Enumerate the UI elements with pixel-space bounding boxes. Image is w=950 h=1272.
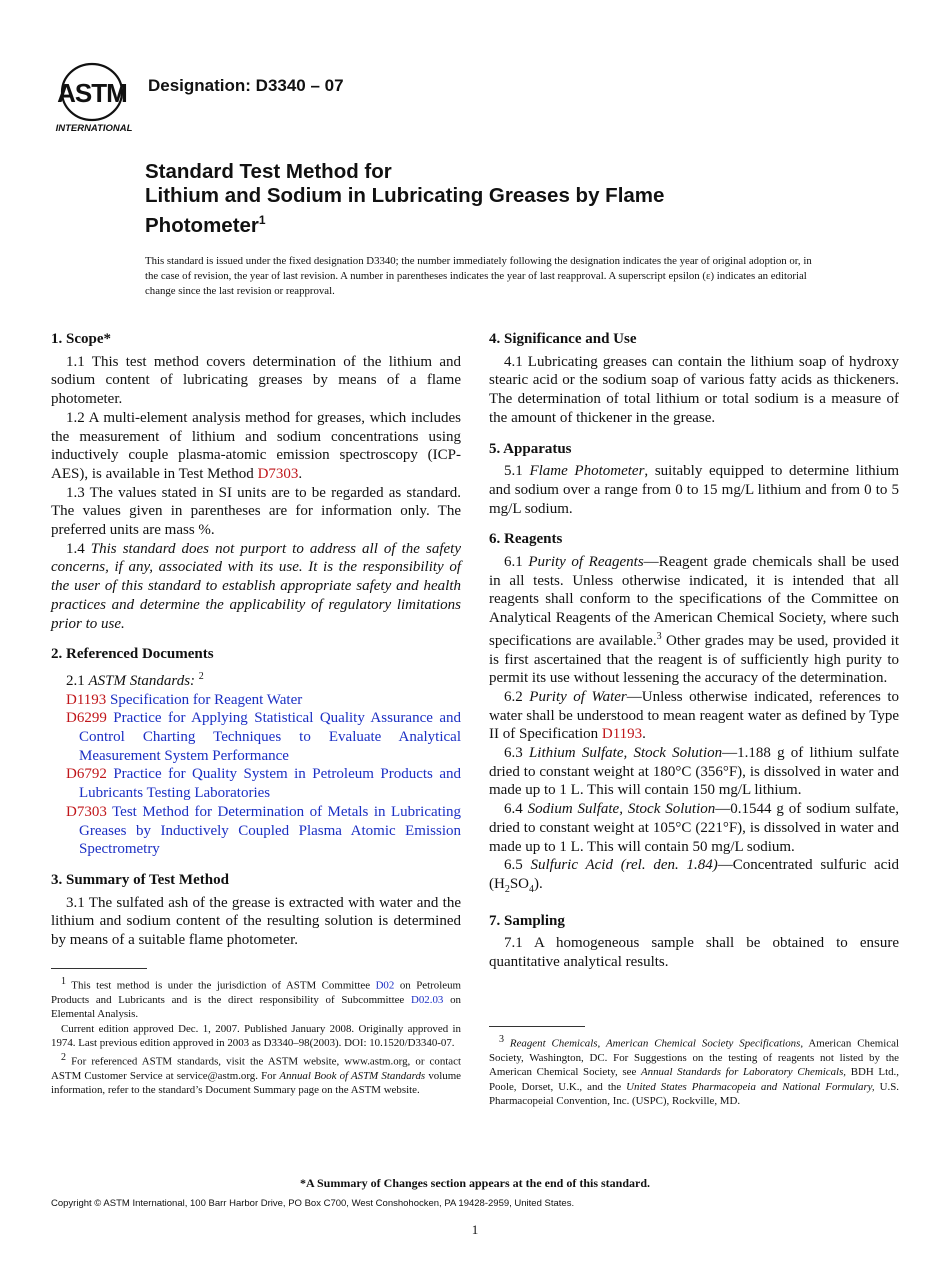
reference-item[interactable]: D7303 Test Method for Determination of Metals in Lubricating Greases by Inductively Coupled Plasma Atomic Emission Spectrometry — [66, 803, 461, 858]
footnote-3: $^3$ Reagent Chemicals, American Chemical Society Specifications, American Chemical Society, Washington, DC. For Suggestions on the testing of reagents not listed by the American Chemical Society, see Annual Standards for Laboratory Chemicals, BDH Ltd., Poole, Dorset, U.K., and the United States Pharmacopeia and National Formulary, U.S. Pharmacopeial Convention, Inc. (USPC), Rockville, MD. — [489, 1034, 899, 1108]
title-line-3: Photometer$^1$ — [145, 213, 266, 237]
section-heading: 6. Reagents — [489, 531, 563, 548]
paragraph: 6.1 Purity of Reagents—Reagent grade chemicals shall be used in all tests. Unless otherwise indicated, it is intended that all reagents shall conform to the specifications of the Committee on Analytical Reagents of the American Chemical Society, where such specifications are available.$^3$ Other grades may be used, provided it is first ascertained that the reagent is of sufficiently high purity to permit its use without lessening the accuracy of the determination. — [489, 554, 899, 687]
link-d7303[interactable]: D7303 — [257, 465, 299, 482]
section-heading: 4. Significance and Use — [489, 331, 637, 347]
section-apparatus — [489, 440, 899, 519]
page-number: 1 — [471, 1222, 479, 1237]
paragraph: 2.1 ASTM Standards: $^2$ — [66, 670, 204, 689]
link-d02-03[interactable]: D02.03 — [411, 994, 444, 1007]
footnote-1: $^1$ This test method is under the jurisdiction of ASTM Committee D02 on Petroleum Products and Lubricants and is the direct responsibility of Subcommittee D02.03 on Elemental Analysis. — [51, 976, 461, 1021]
paragraph: 1.4 This standard does not purport to address all of the safety concerns, if any, associated with its use. It is the responsibility of the user of this standard to establish appropriate safety and health practices and determine the applicability of regulatory limitations prior to use. — [51, 540, 461, 632]
section-heading: 3. Summary of Test Method — [51, 871, 229, 888]
paragraph: 1.3 The values stated in SI units are to be regarded as standard. The values given in parentheses are for information only. The preferred units are mass %. — [51, 484, 461, 539]
logo-wordmark: INTERNATIONAL — [55, 123, 133, 134]
section-sampling — [489, 912, 899, 972]
link-d1193[interactable]: D1193 — [601, 726, 643, 743]
footnotes-right — [489, 1026, 899, 1109]
footnote-divider — [489, 1026, 585, 1027]
section-scope — [51, 330, 461, 633]
summary-of-changes-note: *A Summary of Changes section appears at the end of this standard. — [299, 1176, 651, 1190]
section-heading: 2. Referenced Documents — [51, 646, 214, 663]
footnote-mark[interactable]: 2 — [198, 670, 204, 682]
title-footnote-mark[interactable]: 1 — [258, 213, 266, 227]
link-d02[interactable]: D02 — [375, 979, 395, 992]
paragraph: 5.1 Flame Photometer, suitably equipped to determine lithium and sodium over a range from 0 to 15 mg/L lithium and from 0 to 5 mg/L sodium. — [489, 463, 899, 517]
reference-item[interactable]: D6792 Practice for Quality System in Petroleum Products and Lubricants Testing Laboratories — [66, 766, 461, 802]
reference-item[interactable]: D6299 Practice for Applying Statistical Quality Assurance and Control Charting Techniques to Evaluate Analytical Measurement System Performance — [66, 710, 461, 764]
section-referenced-documents — [51, 645, 461, 859]
footnote-divider — [51, 968, 147, 969]
right-column — [489, 330, 899, 984]
paragraph: 4.1 Lubricating greases can contain the lithium soap of hydroxy stearic acid or the sodium soap of various fatty acids as thickeners. The determination of total lithium or total sodium is a measure of the amount of thickener in the grease. — [489, 353, 899, 426]
paragraph: 6.4 Sodium Sulfate, Stock Solution—0.1544 g of sodium sulfate, dried to constant weight at 105°C (221°F), is dissolved in water and made up to 1 L. This will contain 50 mg/L sodium. — [489, 801, 899, 855]
astm-logo — [52, 58, 136, 138]
title-line-1: Standard Test Method for — [145, 160, 392, 183]
footnote-mark[interactable]: 3 — [656, 630, 662, 642]
paragraph: 1.2 A multi-element analysis method for greases, which includes the measurement of lithium and sodium concentrations using inductively couple plasma-atomic emission spectroscopy (ICP-AES), is available in Test Method D7303. — [51, 409, 461, 482]
paragraph: 7.1 A homogeneous sample shall be obtained to ensure quantitative analytical results. — [489, 935, 899, 971]
paragraph: 3.1 The sulfated ash of the grease is extracted with water and the lithium and sodium content of the resulting solution is determined by means of a suitable flame photometer. — [51, 894, 461, 949]
footnote-2: $^2$ For referenced ASTM standards, visit the ASTM website, www.astm.org, or contact ASTM Customer Service at service@astm.org. For Annual Book of ASTM Standards volume information, refer to the standard’s Document Summary page on the ASTM website. — [51, 1051, 461, 1097]
paragraph: 6.5 Sulfuric Acid (rel. den. 1.84)—Concentrated sulfuric acid $(H_2SO_4)$. — [489, 857, 899, 895]
left-column — [51, 330, 461, 962]
section-summary — [51, 871, 461, 950]
section-significance — [489, 330, 899, 428]
footnotes-left — [51, 968, 461, 1098]
paragraph: 6.3 Lithium Sulfate, Stock Solution—1.188 g of lithium sulfate dried to constant weight at 180°C (356°F), is dissolved in water and made up to 1 L. This will contain 150 mg/L lithium. — [489, 745, 899, 799]
section-heading: 1. Scope* — [51, 331, 111, 347]
section-reagents — [489, 530, 899, 899]
issuance-note: This standard is issued under the fixed designation D3340; the number immediately following the designation indicates the year of original adoption or, in the case of revision, the year of last revision. A number in parentheses indicates the year of last reapproval. A superscript epsilon (ε) indicates an editorial change since the last revision or reapproval. — [145, 255, 812, 297]
copyright: Copyright © ASTM International, 100 Barr Harbor Drive, PO Box C700, West Conshohocken, PA 19428-2959, United States. — [51, 1198, 575, 1209]
reference-item[interactable]: D1193 Specification for Reagent Water — [66, 691, 303, 708]
section-heading: 5. Apparatus — [489, 440, 572, 457]
section-heading: 7. Sampling — [489, 912, 565, 929]
svg-text:ASTM: ASTM — [57, 78, 127, 108]
title-line-2: Lithium and Sodium in Lubricating Greases by Flame — [145, 184, 665, 207]
paragraph: 1.1 This test method covers determination of the lithium and sodium content of lubricating greases by means of a flame photometer. — [51, 353, 461, 408]
document-title — [145, 160, 865, 238]
paragraph: 6.2 Purity of Water—Unless otherwise indicated, references to water shall be understood to mean reagent water as defined by Type II of Specification D1193. — [489, 688, 899, 743]
designation: Designation: D3340 – 07 — [148, 76, 344, 95]
footnote-edition: Current edition approved Dec. 1, 2007. Published January 2008. Originally approved in 1974. Last previous edition approved in 2003 as D3340–98(2003). DOI: 10.1520/D3340-07. — [51, 1022, 461, 1050]
